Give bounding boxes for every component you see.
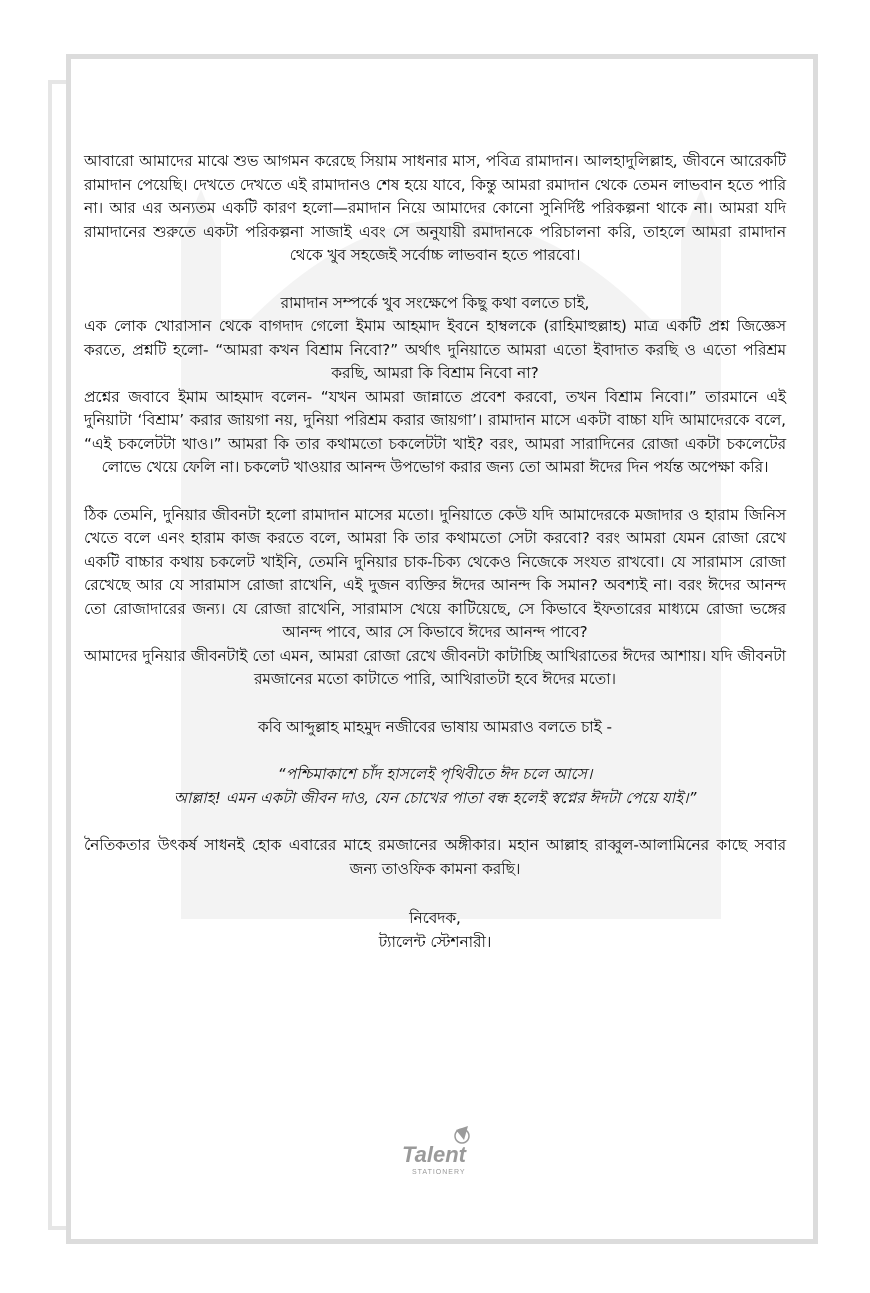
paragraph-closing: নৈতিকতার উৎকর্ষ সাধনই হোক এবারের মাহে রমজানের অঙ্গীকার। মহান আল্লাহ রাব্বুল-আলামিনের কাছে সবার জন্য তাওফিক কামনা করছি। — [84, 836, 786, 878]
poet-intro: কবি আব্দুল্লাহ মাহমুদ নজীবের ভাষায় আমরাও বলতে চাই - — [257, 717, 613, 736]
letter-body — [84, 150, 786, 954]
paragraph-intro: আবারো আমাদের মাঝে শুভ আগমন করেছে সিয়াম সাধনার মাস, পবিত্র রামাদান। আলহাদুলিল্লাহ, জীবনে আরেকটি রামাদান পেয়েছি। দেখতে দেখতে এই রামাদানও শেষ হয়ে যাবে, কিন্তু আমরা রমাদান থেকে তেমন লাভবান হতে পারি না। আর এর অন্যতম একটি কারণ হলো—রমাদান নিয়ে আমাদের কোনো সুনির্দিষ্ট পরিকল্পনা থাকে না। আমরা যদি রামাদানের শুরুতে একটা পরিকল্পনা সাজাই এবং সে অনুযায়ী রমাদানকে পরিচালনা করি, তাহলে আমরা রামাদান থেকে খুব সহজেই সর্বোচ্চ লাভবান হতে পারবো। — [84, 152, 786, 264]
logo-word: Talent — [402, 1142, 466, 1167]
paragraph-answer: প্রশ্নের জবাবে ইমাম আহমাদ বলেন- “যখন আমরা জান্নাতে প্রবেশ করবো, তখন বিশ্রাম নিবো।” তারমানে এই দুনিয়াটা ‘বিশ্রাম’ করার জায়গা নয়, দুনিয়া পরিশ্রম করার জায়গা’। রামাদান মাসে একটা বাচ্চা যদি আমাদেরকে বলে, “এই চকলেটটা খাও।” আমরা কি তার কথামতো চকলেটটা খাই? বরং, আমরা সারাদিনের রোজা একটা চকলেটের লোভে খেয়ে ফেলি না। চকলেট খাওয়ার আনন্দ উপভোগ করার জন্য তো আমরা ঈদের দিন পর্যন্ত অপেক্ষা করি। — [84, 387, 786, 476]
quote-line-1: “পশ্চিমাকাশে চাঁদ হাসলেই পৃথিবীতে ঈদ চলে আসে। — [277, 765, 593, 783]
logo-subtitle: STATIONERY — [412, 1169, 466, 1176]
signature-label: নিবেদক, — [409, 909, 461, 927]
paragraph-ramadan-intro: রামাদান সম্পর্কে খুব সংক্ষেপে কিছু কথা বলতে চাই, — [280, 293, 590, 312]
quote-line-2: আল্লাহ! এমন একটা জীবন দাও, যেন চোখের পাতা বন্ধ হলেই স্বপ্নের ঈদটা পেয়ে যাই।” — [173, 788, 697, 807]
signature-name: ট্যালেন্ট স্টেশনারী। — [378, 932, 492, 951]
paragraph-world-life-end: আমাদের দুনিয়ার জীবনটাই তো এমন, আমরা রোজা রেখে জীবনটা কাটাচ্ছি আখিরাতের ঈদের আশায়। যদি জীবনটা রমজানের মতো কাটাতে পারি, আখিরাতটা হবে ঈদের মতো। — [84, 646, 786, 688]
paragraph-world-life: ঠিক তেমনি, দুনিয়ার জীবনটা হলো রামাদান মাসের মতো। দুনিয়াতে কেউ যদি আমাদেরকে মজাদার ও হারাম জিনিস খেতে বলে এনং হারাম কাজ করতে বলে, আমরা কি তার কথামতো সেটা করবো? বরং আমরা যেমন রোজা রেখে একটি বাচ্চার কথায় চকলেট খাইনি, তেমনি দুনিয়ার চাক-চিক্য থেকেও নিজেকে সংযত রাখবো। যে সারামাস রোজা রেখেছে আর যে সারামাস রোজা রাখেনি, এই দুজন ব্যক্তির ঈদের আনন্দ কি সমান? অবশ্যই না। বরং ঈদের আনন্দ তো রোজাদারের জন্য। যে রোজা রাখেনি, সারামাস খেয়ে কাটিয়েছে, সে কিভাবে ইফতারের মাধ্যমে রোজা ভঙ্গের আনন্দ পাবে, আর সে কিভাবে ঈদের আনন্দ পাবে? — [84, 505, 786, 641]
talent-stationery-logo — [398, 1124, 488, 1184]
paragraph-story: এক লোক খোরাসান থেকে বাগদাদ গেলো ইমাম আহমাদ ইবনে হাম্বলকে (রাহিমাহুল্লাহ) মাত্র একটি প্রশ্ন জিজ্ঞেস করতে, প্রশ্নটি হলো- “আমরা কখন বিশ্রাম নিবো?” অর্থাৎ দুনিয়াতে আমরা এতো ইবাদাত করছি ও এতো পরিশ্রম করছি, আমরা কি বিশ্রাম নিবো না? — [84, 317, 786, 382]
